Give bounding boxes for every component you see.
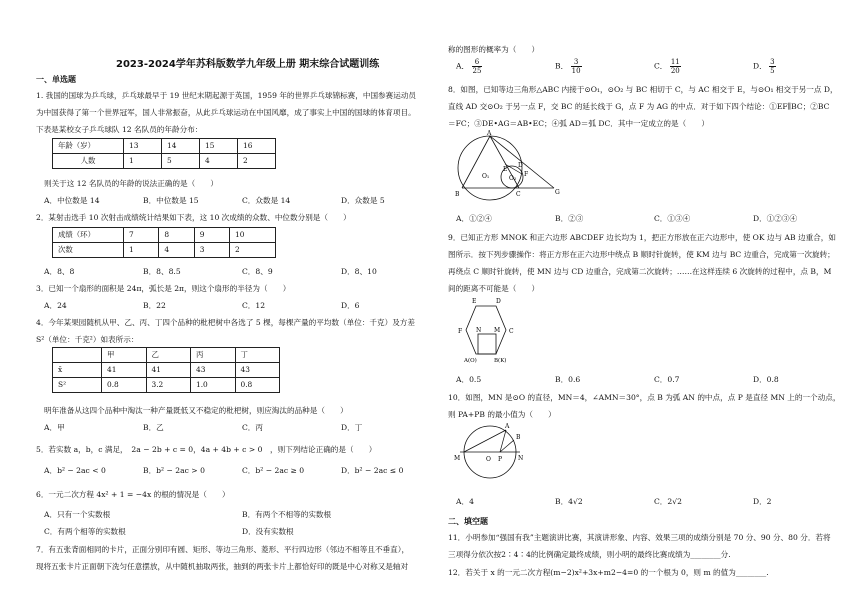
label-C: C xyxy=(516,191,521,198)
q10-option-b: B．4√2 xyxy=(555,497,583,506)
table-row xyxy=(53,139,276,154)
table-cell: S² xyxy=(53,378,102,393)
q9-option-a: A．0.5 xyxy=(456,375,482,384)
table-cell: 2 xyxy=(238,154,276,169)
table-cell: 13 xyxy=(124,139,162,154)
table-cell: 41 xyxy=(102,363,147,378)
table-row xyxy=(53,363,280,378)
q2-table xyxy=(52,227,276,258)
table-row xyxy=(53,243,276,258)
table-cell: 年龄（岁） xyxy=(53,139,124,154)
table-cell: 0.8 xyxy=(102,378,147,393)
q2-stem: 2．某射击选手 10 次射击成绩统计结果如下表，这 10 次成绩的众数、中位数分别是（ ） xyxy=(36,213,351,222)
q1-option-d: D．众数是 5 xyxy=(341,196,385,205)
fraction-numerator: 6 xyxy=(472,58,483,67)
q10-option-a: A．4 xyxy=(456,497,474,506)
q8-line-3: ＝FC；③DE•AG＝AB•EC；④弧 AD＝弧 DC．其中一定成立的是（ ） xyxy=(448,119,709,128)
label-C: C xyxy=(509,328,514,335)
label-B: B xyxy=(455,191,460,198)
label-O2: O₂ xyxy=(509,175,517,182)
table-cell: 丙 xyxy=(191,348,236,363)
label-F: F xyxy=(458,328,463,335)
q8-option-a: A．①②④ xyxy=(456,214,492,223)
q8-figure xyxy=(452,130,564,204)
q2-option-c: C．8、9 xyxy=(242,267,273,276)
q11-line-1: 11．小明参加“强国有我”主题演讲比赛，其演讲形象、内容、效果三项的成绩分别是 70 分、90 分、80 分．若将 xyxy=(448,533,831,542)
table-cell: 1 xyxy=(124,243,159,258)
q4-option-b: B．乙 xyxy=(143,423,164,432)
table-row xyxy=(53,154,276,169)
q8-option-c: C．①③④ xyxy=(654,214,691,223)
table-cell: 甲 xyxy=(102,348,147,363)
table-cell: 16 xyxy=(238,139,276,154)
q7-line-3: 称的图形的概率为（ ） xyxy=(448,45,540,54)
q1-stem: 则关于这 12 名队员的年龄的说法正确的是（ ） xyxy=(44,179,218,188)
label-A-O: A(O) xyxy=(464,358,477,364)
q6-option-b: B．有两个不相等的实数根 xyxy=(242,510,332,519)
q10-line-2: 则 PA+PB 的最小值为（ ） xyxy=(448,410,556,419)
q1-option-b: B．中位数是 15 xyxy=(143,196,199,205)
table-cell: 43 xyxy=(235,363,280,378)
table-cell: 人数 xyxy=(53,154,124,169)
section-heading-single-choice: 一、单选题 xyxy=(36,75,76,84)
table-cell: 1.0 xyxy=(191,378,236,393)
q5-option-c: C．b² − 2ac ≥ 0 xyxy=(242,466,305,475)
q7-option-d-fraction xyxy=(769,58,775,75)
label-D: D xyxy=(518,162,523,169)
table-cell: 7 xyxy=(124,228,159,243)
table-cell: 5 xyxy=(162,154,200,169)
q7-line-1: 7．有五张背面相同的卡片，正面分别印有圆、矩形、等边三角形、菱形、平行四边形（邻边不相等且不垂直）， xyxy=(36,545,410,554)
q7-option-c xyxy=(654,58,681,75)
q7-option-d xyxy=(753,58,776,75)
label-B-K: B(K) xyxy=(494,358,507,364)
q8-option-b: B．②③ xyxy=(555,214,584,223)
section-heading-fill-blank: 二、填空题 xyxy=(448,517,488,526)
q2-option-b: B．8、8.5 xyxy=(143,267,181,276)
table-cell: 2 xyxy=(230,243,276,258)
q1-line-2: 为中国获得了第一个世界冠军，国人非常振奋，从此乒乓球运动在中国风靡，成了事实上中国的国球的体育项目。 xyxy=(36,108,416,117)
q1-option-a: A．中位数是 14 xyxy=(44,196,100,205)
fraction-denominator: 5 xyxy=(770,67,775,75)
label-F: F xyxy=(524,171,529,178)
label-E: E xyxy=(472,298,477,305)
q4-line-2: S²（单位：千克²）如表所示： xyxy=(36,335,139,344)
q7-option-b xyxy=(555,58,582,75)
q5-option-b: B．b² − 2ac > 0 xyxy=(143,466,205,475)
label-E: E xyxy=(503,166,508,173)
q1-line-1: 1. 我国的国球为乒乓球，乒乓球最早于 19 世纪末期起源于英国，1959 年的世界乒乓球锦标赛，中国参赛运动员 xyxy=(36,91,417,100)
q7-option-c-fraction xyxy=(670,58,681,75)
q7-option-a-label: A． xyxy=(456,61,470,71)
q6-option-c: C．有两个相等的实数根 xyxy=(44,527,126,536)
q1-option-c: C．众数是 14 xyxy=(242,196,291,205)
label-B: B xyxy=(516,434,521,441)
fraction-denominator: 20 xyxy=(670,67,680,75)
q7-line-2: 现将五张卡片正面朝下洗匀任意摆放，从中随机抽取两张，抽到的两张卡片上都恰好印的既是中心对称又是轴对 xyxy=(36,562,409,571)
q9-line-1: 9．已知正方形 MNOK 和正六边形 ABCDEF 边长均为 1，把正方形放在正六边形中，使 OK 边与 AB 边重合，如 xyxy=(448,233,836,242)
label-P: P xyxy=(498,456,503,463)
label-D: D xyxy=(496,298,501,305)
table-cell: 成绩（环） xyxy=(53,228,124,243)
fraction-numerator: 3 xyxy=(571,58,582,67)
label-M: M xyxy=(454,455,461,462)
q1-line-3: 下表是某校女子乒乓球队 12 名队员的年龄分布： xyxy=(36,125,203,134)
q5-stem: 5．若实数 a，b，c 满足， 2a − 2b + c = 0，4a + 4b + c > 0 ，则下列结论正确的是（ ） xyxy=(36,445,377,454)
q3-option-d: D．6 xyxy=(341,301,360,310)
table-cell: 4 xyxy=(159,243,194,258)
q8-line-1: 8．如图，已知等边三角形△ABC 内接于⊙O₁，⊙O₂ 与 BC 相切于 C，与 AC 相交于 E，与⊙O₁ 相交于另一点 D， xyxy=(448,85,838,94)
q11-line-2: 三项得分依次按2∶4∶4的比例确定最终成绩，则小明的最终比赛成绩为________分. xyxy=(448,550,731,559)
q4-line-1: 4．今年某果园随机从甲、乙、丙、丁四个品种的枇杷树中各选了 5 棵，每棵产量的平均数（单位：千克）及方差 xyxy=(36,318,415,327)
q3-option-c: C．12 xyxy=(242,301,266,310)
q6-option-a: A．只有一个实数根 xyxy=(44,510,111,519)
label-N: N xyxy=(518,455,524,462)
label-A: A xyxy=(487,130,492,137)
q4-option-a: A．甲 xyxy=(44,423,65,432)
q6-option-d: D．没有实数根 xyxy=(242,527,294,536)
q7-option-a-fraction xyxy=(472,58,483,75)
table-cell: 8 xyxy=(159,228,194,243)
q9-figure xyxy=(454,294,524,366)
table-cell: 乙 xyxy=(146,348,191,363)
q2-option-d: D．8、10 xyxy=(341,267,377,276)
exam-title: 2023-2024学年苏科版数学九年级上册 期末综合试题训练 xyxy=(116,59,380,70)
fraction-numerator: 11 xyxy=(670,58,680,66)
label-G: G xyxy=(555,189,560,196)
q10-option-d: D．2 xyxy=(753,497,772,506)
q9-option-c: C．0.7 xyxy=(654,375,680,384)
table-cell: x̄ xyxy=(53,363,102,378)
table-row xyxy=(53,228,276,243)
q10-figure xyxy=(454,420,526,486)
fraction-numerator: 3 xyxy=(770,58,775,66)
q10-option-c: C．2√2 xyxy=(654,497,682,506)
q3-option-b: B．22 xyxy=(143,301,166,310)
q7-option-d-label: D． xyxy=(753,61,767,71)
label-O: O xyxy=(486,456,491,463)
q7-option-b-fraction xyxy=(571,58,582,75)
q5-option-d: D．b² − 2ac ≤ 0 xyxy=(341,466,404,475)
q5-option-a: A．b² − 2ac < 0 xyxy=(44,466,106,475)
table-cell: 41 xyxy=(146,363,191,378)
q4-option-d: D．丁 xyxy=(341,423,363,432)
q2-option-a: A．8、8 xyxy=(44,267,75,276)
label-O1: O₁ xyxy=(482,173,490,180)
q9-option-b: B．0.6 xyxy=(555,375,581,384)
q10-line-1: 10．如图，MN 是⊙O 的直径，MN＝4，∠AMN＝30°，点 B 为弧 AN 的中点，点 P 是直径 MN 上的一个动点， xyxy=(448,393,841,402)
q9-line-4: 间的距离不可能是（ ） xyxy=(448,284,540,293)
q6-stem: 6．一元二次方程 4x² + 1 = −4x 的根的情况是（ ） xyxy=(36,490,230,499)
table-cell: 10 xyxy=(230,228,276,243)
fraction-denominator: 25 xyxy=(472,67,482,75)
table-cell: 次数 xyxy=(53,243,124,258)
label-M: M xyxy=(494,327,501,334)
table-cell: 0.8 xyxy=(235,378,280,393)
q1-table xyxy=(52,138,276,169)
fraction-denominator: 10 xyxy=(571,67,581,75)
q9-option-d: D．0.8 xyxy=(753,375,779,384)
table-cell: 3 xyxy=(194,243,229,258)
q8-option-d: D．①②③④ xyxy=(753,214,798,223)
table-cell: 1 xyxy=(124,154,162,169)
table-row xyxy=(53,348,280,363)
table-cell: 3.2 xyxy=(146,378,191,393)
q12-stem: 12．若关于 x 的一元二次方程(m−2)x²+3x+m2−4=0 的一个根为 0，则 m 的值为________. xyxy=(448,568,769,577)
q7-option-c-label: C． xyxy=(654,61,668,71)
table-cell: 15 xyxy=(200,139,238,154)
table-cell: 4 xyxy=(200,154,238,169)
q4-option-c: C．丙 xyxy=(242,423,263,432)
q9-line-2: 图所示．按下列步骤操作：将正方形在正六边形中绕点 B 顺时针旋转，使 KM 边与 BC 边重合，完成第一次旋转； xyxy=(448,250,835,259)
label-A: A xyxy=(505,423,510,430)
table-cell xyxy=(53,348,102,363)
label-N: N xyxy=(476,327,482,334)
q3-stem: 3．已知一个扇形的面积是 24π，弧长是 2π，则这个扇形的半径为（ ） xyxy=(36,284,291,293)
q7-option-a xyxy=(456,58,482,75)
table-cell: 43 xyxy=(191,363,236,378)
q4-stem: 明年准备从这四个品种中淘汰一种产量既低又不稳定的枇杷树，则应淘汰的品种是（ ） xyxy=(44,406,348,415)
table-cell: 9 xyxy=(194,228,229,243)
table-cell: 14 xyxy=(162,139,200,154)
q4-table xyxy=(52,347,280,393)
table-row xyxy=(53,378,280,393)
table-cell: 丁 xyxy=(235,348,280,363)
q3-option-a: A．24 xyxy=(44,301,67,310)
q8-line-2: 直线 AD 交⊙O₂ 于另一点 F，交 BC 的延长线于 G，点 F 为 AG 的中点．对于如下四个结论：①EF∥BC；②BC xyxy=(448,102,830,111)
q9-line-3: 再绕点 C 顺时针旋转，使 MN 边与 CD 边重合，完成第二次旋转；……在这样连续 6 次旋转的过程中，点 B，M xyxy=(448,267,832,276)
q7-option-b-label: B． xyxy=(555,61,569,71)
